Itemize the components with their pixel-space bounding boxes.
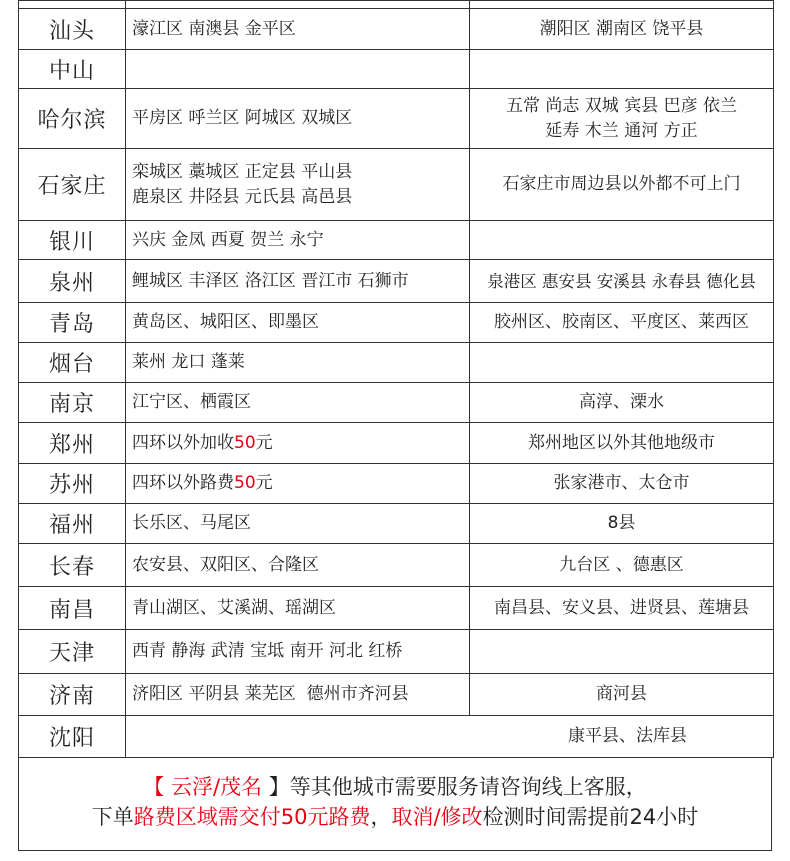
footer-text: 】等其他城市需要服务请咨询线上客服， xyxy=(262,775,647,799)
fee-notice: 路费区域需交付50元路费 xyxy=(133,805,371,829)
zone-text: 四环以外加收 xyxy=(132,432,234,453)
city-cell: 天津 xyxy=(19,630,126,674)
cancel-notice: 取消/修改 xyxy=(391,805,483,829)
extra-line: 五常 尚志 双城 宾县 巴彦 依兰 xyxy=(505,95,738,116)
table-row xyxy=(19,221,774,260)
city-cell: 济南 xyxy=(19,674,126,716)
city-cell: 福州 xyxy=(19,504,126,544)
extra-cell: 8县 xyxy=(470,504,774,544)
table-row xyxy=(19,630,774,674)
extra-cell: 张家港市、太仓市 xyxy=(470,464,774,504)
extra-cell: 泉港区 惠安县 安溪县 永春县 德化县 xyxy=(470,260,774,303)
extra-cell xyxy=(470,50,774,89)
table-row xyxy=(19,343,774,383)
extra-cell xyxy=(470,89,774,149)
table-row xyxy=(19,89,774,149)
table-row xyxy=(19,50,774,89)
service-area-sheet xyxy=(18,0,773,851)
city-cell: 石家庄 xyxy=(19,149,126,221)
city-cell: 郑州 xyxy=(19,423,126,464)
extra-cell: 九台区 、德惠区 xyxy=(470,544,774,587)
surcharge-amount: 50 xyxy=(234,432,256,453)
zone-cell xyxy=(126,464,470,504)
city-cell: 沈阳 xyxy=(19,716,126,758)
footer-text: ， xyxy=(370,805,392,829)
table-row xyxy=(19,149,774,221)
zone-cell: 平房区 呼兰区 阿城区 双城区 xyxy=(126,89,470,149)
table-row xyxy=(19,716,774,758)
city-cell: 长春 xyxy=(19,544,126,587)
table-row xyxy=(19,423,774,464)
zone-cell: 莱州 龙口 蓬莱 xyxy=(126,343,470,383)
extra-cell xyxy=(470,221,774,260)
table-row xyxy=(19,587,774,630)
city-cell: 银川 xyxy=(19,221,126,260)
table-row xyxy=(19,303,774,343)
table-row xyxy=(19,383,774,423)
zone-cell: 长乐区、马尾区 xyxy=(126,504,470,544)
city-cell: 青岛 xyxy=(19,303,126,343)
footer-line-2 xyxy=(19,802,771,832)
footer-text: 下单 xyxy=(91,805,134,829)
table-row xyxy=(19,464,774,504)
extra-cell: 商河县 xyxy=(470,674,774,716)
zone-unit: 元 xyxy=(255,432,273,453)
extra-cell: 郑州地区以外其他地级市 xyxy=(470,423,774,464)
city-cell: 南京 xyxy=(19,383,126,423)
city-cell: 中山 xyxy=(19,50,126,89)
zone-line: 鹿泉区 井陉县 元氏县 高邑县 xyxy=(132,186,353,207)
city-cell: 苏州 xyxy=(19,464,126,504)
city-cell: 泉州 xyxy=(19,260,126,303)
extra-cell: 高淳、溧水 xyxy=(470,383,774,423)
city-cell xyxy=(19,1,126,9)
city-cell: 哈尔滨 xyxy=(19,89,126,149)
zone-line: 栾城区 藁城区 正定县 平山县 xyxy=(132,161,353,182)
zone-cell: 濠江区 南澳县 金平区 xyxy=(126,9,470,50)
zone-cell: 黄岛区、城阳区、即墨区 xyxy=(126,303,470,343)
zone-cell: 济阳区 平阴县 莱芜区 德州市齐河县 xyxy=(126,674,470,716)
zone-cell: 农安县、双阳区、合隆区 xyxy=(126,544,470,587)
extra-cell: 胶州区、胶南区、平度区、莱西区 xyxy=(470,303,774,343)
extra-cell: 石家庄市周边县以外都不可上门 xyxy=(470,149,774,221)
zone-cell: 青山湖区、艾溪湖、瑶湖区 xyxy=(126,587,470,630)
table-row xyxy=(19,544,774,587)
zone-cell: 兴庆 金凤 西夏 贺兰 永宁 xyxy=(126,221,470,260)
extra-cell xyxy=(470,1,774,9)
excluded-cities: 云浮/茂名 xyxy=(170,775,263,799)
zone-cell: 鲤城区 丰泽区 洛江区 晋江市 石狮市 xyxy=(126,260,470,303)
surcharge-amount: 50 xyxy=(234,473,256,493)
extra-cell xyxy=(470,630,774,674)
zone-cell: 西青 静海 武清 宝坻 南开 河北 红桥 xyxy=(126,630,470,674)
extra-cell xyxy=(470,343,774,383)
extra-line: 延寿 木兰 通河 方正 xyxy=(545,120,698,141)
city-cell: 汕头 xyxy=(19,9,126,50)
zone-cell xyxy=(126,50,470,89)
extra-cell: 潮阳区 潮南区 饶平县 xyxy=(470,9,774,50)
city-cell: 南昌 xyxy=(19,587,126,630)
zone-cell xyxy=(126,149,470,221)
city-cell: 烟台 xyxy=(19,343,126,383)
extra-cell: 南昌县、安义县、进贤县、莲塘县 xyxy=(470,587,774,630)
table-row xyxy=(19,674,774,716)
zone-cell: 江宁区、栖霞区 xyxy=(126,383,470,423)
table-row xyxy=(19,9,774,50)
extra-cell: 康平县、法库县 xyxy=(126,716,774,758)
bracket-open: 【 xyxy=(143,775,171,799)
service-area-table xyxy=(18,0,774,758)
table-row xyxy=(19,260,774,303)
zone-cell xyxy=(126,423,470,464)
zone-text: 四环以外路费 xyxy=(132,473,234,493)
table-row xyxy=(19,1,774,9)
footer-text: 检测时间需提前24小时 xyxy=(482,805,699,829)
footer-notice xyxy=(18,758,772,851)
table-row xyxy=(19,504,774,544)
footer-line-1 xyxy=(19,758,771,802)
zone-cell xyxy=(126,1,470,9)
zone-unit: 元 xyxy=(255,473,273,493)
